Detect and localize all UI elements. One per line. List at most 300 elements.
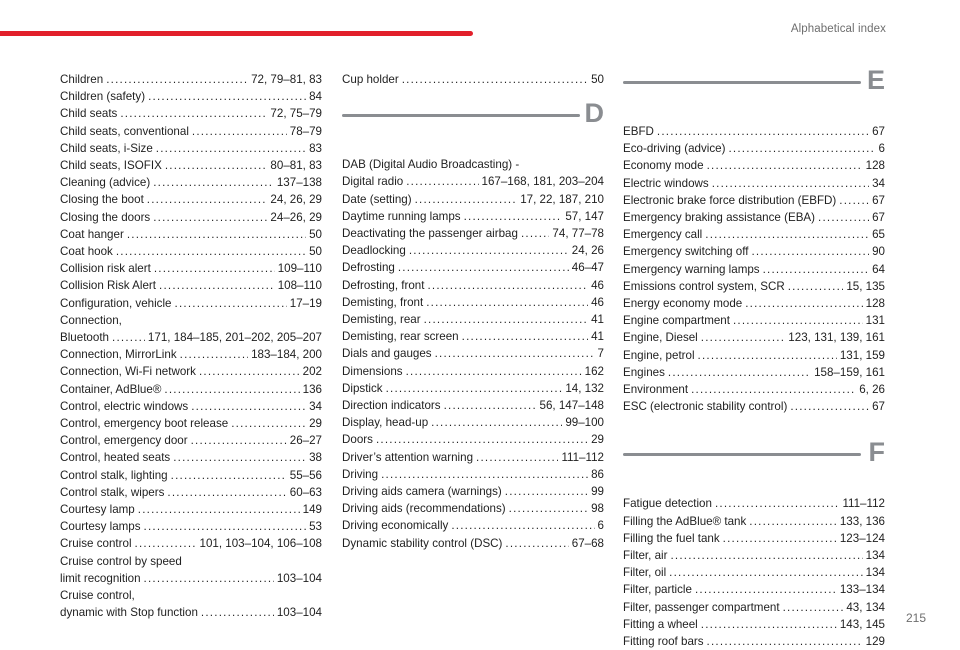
leader-dots bbox=[402, 71, 588, 88]
index-pages: 50 bbox=[309, 227, 322, 241]
index-term: Child seats bbox=[60, 107, 118, 121]
index-entry bbox=[60, 243, 322, 260]
index-term: ESC (electronic stability control) bbox=[623, 400, 788, 414]
index-term: Coat hook bbox=[60, 245, 113, 259]
index-term: Connection, Wi-Fi network bbox=[60, 365, 196, 379]
index-term: Child seats, ISOFIX bbox=[60, 159, 162, 173]
index-pages: 123–124 bbox=[839, 531, 885, 545]
index-pages: 133–134 bbox=[839, 583, 885, 597]
index-pages: 15, 135 bbox=[846, 279, 885, 293]
index-pages: 129 bbox=[865, 635, 885, 649]
index-entry bbox=[60, 123, 322, 140]
index-term: Engine, petrol bbox=[623, 348, 695, 362]
index-pages: 41 bbox=[591, 313, 604, 327]
index-pages: 26–27 bbox=[289, 434, 322, 448]
index-pages: 72, 79–81, 83 bbox=[251, 73, 322, 86]
index-term: Driving bbox=[342, 467, 379, 481]
index-pages: 171, 184–185, 201–202, 205–207 bbox=[147, 331, 322, 345]
index-term: Courtesy lamps bbox=[60, 520, 141, 534]
index-entry bbox=[623, 398, 885, 415]
section-heading-d bbox=[342, 98, 604, 150]
index-entry bbox=[342, 225, 604, 242]
index-entry bbox=[60, 570, 322, 587]
index-term: Emissions control system, SCR bbox=[623, 279, 785, 293]
index-term: Fatigue detection bbox=[623, 497, 712, 511]
leader-dots bbox=[451, 517, 594, 534]
index-pages: 56, 147–148 bbox=[539, 399, 604, 413]
index-entries-d bbox=[342, 156, 604, 552]
index-pages: 143, 145 bbox=[839, 617, 885, 631]
leader-dots bbox=[705, 226, 869, 243]
index-entry bbox=[60, 604, 322, 621]
index-entry bbox=[60, 295, 322, 312]
leader-dots bbox=[818, 209, 869, 226]
index-pages: 7 bbox=[597, 347, 604, 361]
index-pages: 109–110 bbox=[277, 262, 322, 276]
index-term: Date (setting) bbox=[342, 192, 412, 206]
leader-dots bbox=[135, 535, 197, 552]
index-entry bbox=[623, 564, 885, 581]
index-term: Control stalk, lighting bbox=[60, 468, 168, 482]
leader-dots bbox=[427, 277, 588, 294]
index-pages: 134 bbox=[865, 566, 885, 580]
index-term: Deactivating the passenger airbag bbox=[342, 227, 518, 241]
leader-dots bbox=[192, 123, 287, 140]
index-column-3 bbox=[623, 65, 885, 650]
index-term: Display, head-up bbox=[342, 416, 429, 430]
leader-dots bbox=[199, 363, 300, 380]
leader-dots bbox=[509, 500, 588, 517]
index-entry bbox=[60, 432, 322, 449]
index-column-2 bbox=[342, 71, 604, 552]
leader-dots bbox=[424, 311, 588, 328]
index-pages: 103–104 bbox=[276, 606, 322, 620]
leader-dots bbox=[112, 329, 145, 346]
index-pages: 149 bbox=[302, 503, 322, 517]
index-term: Filling the AdBlue® tank bbox=[623, 514, 747, 528]
index-term: Emergency call bbox=[623, 228, 703, 242]
index-term: Engine compartment bbox=[623, 314, 730, 328]
leader-dots bbox=[376, 431, 588, 448]
leader-dots bbox=[191, 432, 287, 449]
leader-dots bbox=[431, 414, 562, 431]
index-term: Driver’s attention warning bbox=[342, 450, 474, 464]
index-pages: 46–47 bbox=[571, 261, 604, 275]
section-rule bbox=[623, 81, 861, 84]
index-term: Container, AdBlue® bbox=[60, 382, 162, 396]
leader-dots bbox=[712, 175, 869, 192]
leader-dots bbox=[521, 225, 549, 242]
index-term: Emergency switching off bbox=[623, 245, 749, 259]
index-entry bbox=[60, 209, 322, 226]
leader-dots bbox=[116, 243, 306, 260]
leader-dots bbox=[763, 261, 869, 278]
index-pages: 6 bbox=[597, 519, 604, 533]
index-entry bbox=[623, 312, 885, 329]
index-entries-e bbox=[623, 123, 885, 415]
index-term: Cleaning (advice) bbox=[60, 176, 151, 190]
leader-dots bbox=[783, 599, 844, 616]
index-term: Cup holder bbox=[342, 73, 399, 86]
leader-dots bbox=[505, 483, 588, 500]
index-pages: 43, 134 bbox=[846, 600, 885, 614]
leader-dots bbox=[180, 346, 248, 363]
index-term: Filter, particle bbox=[623, 583, 692, 597]
leader-dots bbox=[728, 140, 875, 157]
leader-dots bbox=[127, 226, 306, 243]
index-entry-prefix: Cruise control, bbox=[60, 589, 135, 603]
leader-dots bbox=[749, 513, 837, 530]
section-rule bbox=[342, 114, 580, 117]
index-term: Demisting, rear bbox=[342, 313, 421, 327]
leader-dots bbox=[701, 616, 837, 633]
index-term: Driving economically bbox=[342, 519, 449, 533]
index-entry bbox=[623, 581, 885, 598]
index-term: Child seats, conventional bbox=[60, 124, 189, 138]
index-entry bbox=[623, 329, 885, 346]
index-entries-c-continued bbox=[342, 71, 604, 88]
header-accent-bar bbox=[0, 31, 473, 36]
index-term: Energy economy mode bbox=[623, 297, 743, 311]
leader-dots bbox=[698, 347, 837, 364]
leader-dots bbox=[164, 381, 299, 398]
leader-dots bbox=[462, 328, 588, 345]
index-pages: 183–184, 200 bbox=[251, 348, 322, 362]
index-pages: 83 bbox=[309, 141, 322, 155]
index-entry bbox=[60, 449, 322, 466]
index-term: Control, electric windows bbox=[60, 399, 189, 413]
index-term: Daytime running lamps bbox=[342, 209, 461, 223]
index-pages: 67 bbox=[872, 125, 885, 138]
leader-dots bbox=[106, 71, 248, 88]
leader-dots bbox=[657, 123, 869, 140]
index-term: Engines bbox=[623, 365, 665, 379]
index-pages: 108–110 bbox=[277, 279, 322, 293]
leader-dots bbox=[444, 397, 537, 414]
index-pages: 136 bbox=[302, 382, 322, 396]
section-letter: D bbox=[584, 98, 604, 129]
index-term: Driving aids camera (warnings) bbox=[342, 485, 502, 499]
index-entry bbox=[60, 518, 322, 535]
index-pages: 6 bbox=[878, 142, 885, 156]
index-pages: 24–26, 29 bbox=[270, 210, 322, 224]
leader-dots bbox=[745, 295, 862, 312]
leader-dots bbox=[715, 495, 839, 512]
index-pages: 103–104 bbox=[276, 571, 322, 585]
leader-dots bbox=[406, 173, 478, 190]
index-pages: 86 bbox=[591, 467, 604, 481]
index-entry bbox=[623, 243, 885, 260]
index-term: Control, emergency boot release bbox=[60, 417, 229, 431]
leader-dots bbox=[231, 415, 306, 432]
index-entry bbox=[623, 599, 885, 616]
leader-dots bbox=[415, 191, 518, 208]
index-entry-prefix: DAB (Digital Audio Broadcasting) - bbox=[342, 158, 520, 172]
index-entry bbox=[60, 157, 322, 174]
index-term: Deadlocking bbox=[342, 244, 406, 258]
index-entry bbox=[342, 242, 604, 259]
leader-dots bbox=[165, 157, 268, 174]
index-term: Bluetooth bbox=[60, 331, 109, 345]
section-rule bbox=[623, 453, 861, 456]
index-pages: 131 bbox=[865, 314, 885, 328]
leader-dots bbox=[790, 398, 869, 415]
index-entry bbox=[342, 311, 604, 328]
leader-dots bbox=[201, 604, 274, 621]
index-entry bbox=[342, 294, 604, 311]
index-pages: 128 bbox=[865, 159, 885, 173]
section-heading-f bbox=[623, 437, 885, 489]
index-entry bbox=[342, 380, 604, 397]
index-entry bbox=[623, 547, 885, 564]
index-entry bbox=[342, 449, 604, 466]
index-entry bbox=[342, 173, 604, 190]
index-pages: 53 bbox=[309, 520, 322, 534]
index-pages: 202 bbox=[302, 365, 322, 379]
index-entry bbox=[623, 295, 885, 312]
index-entry bbox=[342, 517, 604, 534]
leader-dots bbox=[144, 570, 274, 587]
index-term: Filter, air bbox=[623, 549, 668, 563]
index-term: Dynamic stability control (DSC) bbox=[342, 536, 503, 550]
index-entry bbox=[342, 259, 604, 276]
index-term: Configuration, vehicle bbox=[60, 296, 172, 310]
section-heading-e bbox=[623, 65, 885, 117]
index-pages: 50 bbox=[309, 245, 322, 259]
index-term: Connection, MirrorLink bbox=[60, 348, 177, 362]
leader-dots bbox=[691, 381, 856, 398]
index-entry bbox=[342, 191, 604, 208]
index-entry bbox=[60, 105, 322, 122]
index-term: Filter, oil bbox=[623, 566, 667, 580]
index-pages: 17, 22, 187, 210 bbox=[520, 192, 604, 206]
page-number: 215 bbox=[905, 611, 926, 625]
index-pages: 158–159, 161 bbox=[814, 365, 885, 379]
index-pages: 65 bbox=[872, 228, 885, 242]
leader-dots bbox=[398, 259, 569, 276]
index-term: Collision Risk Alert bbox=[60, 279, 156, 293]
leader-dots bbox=[701, 329, 786, 346]
leader-dots bbox=[695, 581, 837, 598]
leader-dots bbox=[159, 277, 275, 294]
index-entry bbox=[60, 174, 322, 191]
index-entry bbox=[60, 501, 322, 518]
index-entry bbox=[623, 616, 885, 633]
leader-dots bbox=[386, 380, 563, 397]
index-entry bbox=[60, 88, 322, 105]
index-pages: 131, 159 bbox=[839, 348, 885, 362]
index-term: Dimensions bbox=[342, 364, 403, 378]
leader-dots bbox=[173, 449, 306, 466]
index-pages: 46 bbox=[591, 295, 604, 309]
leader-dots bbox=[156, 140, 306, 157]
index-pages: 41 bbox=[591, 330, 604, 344]
leader-dots bbox=[120, 105, 267, 122]
index-pages: 29 bbox=[591, 433, 604, 447]
index-term: Cruise control bbox=[60, 537, 132, 551]
index-entry bbox=[60, 346, 322, 363]
index-entry bbox=[342, 345, 604, 362]
leader-dots bbox=[669, 564, 862, 581]
index-entry bbox=[623, 140, 885, 157]
index-entry bbox=[60, 415, 322, 432]
index-term: Filter, passenger compartment bbox=[623, 600, 780, 614]
index-entry bbox=[342, 500, 604, 517]
index-term: Fitting roof bars bbox=[623, 635, 704, 649]
index-pages: 46 bbox=[591, 278, 604, 292]
leader-dots bbox=[707, 633, 863, 650]
index-term: Control stalk, wipers bbox=[60, 485, 165, 499]
index-entry bbox=[342, 483, 604, 500]
index-term: Collision risk alert bbox=[60, 262, 151, 276]
leader-dots bbox=[147, 191, 268, 208]
index-entry bbox=[623, 157, 885, 174]
index-pages: 38 bbox=[309, 451, 322, 465]
leader-dots bbox=[167, 484, 286, 501]
index-pages: 34 bbox=[872, 176, 885, 190]
index-entry bbox=[342, 363, 604, 380]
index-entry bbox=[342, 328, 604, 345]
leader-dots bbox=[668, 364, 811, 381]
index-term: Eco-driving (advice) bbox=[623, 142, 726, 156]
index-pages: 111–112 bbox=[561, 450, 604, 464]
leader-dots bbox=[670, 547, 862, 564]
index-entry bbox=[623, 381, 885, 398]
index-term: Children bbox=[60, 73, 104, 86]
index-entry bbox=[342, 466, 604, 483]
index-entry bbox=[623, 495, 885, 512]
index-entry bbox=[60, 363, 322, 380]
index-entry bbox=[60, 398, 322, 415]
index-pages: 134 bbox=[865, 549, 885, 563]
index-pages: 29 bbox=[309, 417, 322, 431]
index-entry bbox=[342, 535, 604, 552]
index-pages: 74, 77–78 bbox=[552, 227, 604, 241]
index-pages: 167–168, 181, 203–204 bbox=[481, 175, 604, 189]
index-pages: 90 bbox=[872, 245, 885, 259]
index-entry bbox=[623, 347, 885, 364]
index-term: Electronic brake force distribution (EBFD) bbox=[623, 193, 837, 207]
index-pages: 72, 75–79 bbox=[270, 107, 322, 121]
index-entry bbox=[623, 364, 885, 381]
index-pages: 162 bbox=[584, 364, 604, 378]
page-header-title: Alphabetical index bbox=[790, 23, 886, 35]
leader-dots bbox=[751, 243, 869, 260]
index-pages: 84 bbox=[309, 90, 322, 104]
index-pages: 67 bbox=[872, 400, 885, 414]
index-term: Closing the doors bbox=[60, 210, 151, 224]
index-pages: 67 bbox=[872, 193, 885, 207]
leader-dots bbox=[476, 449, 558, 466]
index-pages: 99–100 bbox=[565, 416, 604, 430]
index-entry bbox=[623, 209, 885, 226]
index-pages: 17–19 bbox=[289, 296, 322, 310]
index-pages: 14, 132 bbox=[565, 381, 604, 395]
index-pages: 6, 26 bbox=[859, 383, 885, 397]
index-term: Economy mode bbox=[623, 159, 704, 173]
index-pages: 24, 26 bbox=[571, 244, 604, 258]
index-entry bbox=[623, 261, 885, 278]
index-pages: 98 bbox=[591, 502, 604, 516]
index-entry-prefix: Connection, bbox=[60, 313, 122, 327]
index-term: Direction indicators bbox=[342, 399, 441, 413]
leader-dots bbox=[148, 88, 306, 105]
index-entry bbox=[60, 260, 322, 277]
index-pages: 99 bbox=[591, 485, 604, 499]
index-entry bbox=[342, 397, 604, 414]
leader-dots bbox=[171, 467, 287, 484]
index-term: Dials and gauges bbox=[342, 347, 432, 361]
index-entry bbox=[342, 277, 604, 294]
leader-dots bbox=[788, 278, 844, 295]
index-entry bbox=[60, 535, 322, 552]
leader-dots bbox=[175, 295, 287, 312]
index-column-1 bbox=[60, 71, 322, 622]
index-entry bbox=[342, 71, 604, 88]
index-term: Emergency warning lamps bbox=[623, 262, 760, 276]
index-entries-f bbox=[623, 495, 885, 650]
index-term: Filling the fuel tank bbox=[623, 531, 720, 545]
index-term: Child seats, i-Size bbox=[60, 141, 153, 155]
index-entry bbox=[623, 192, 885, 209]
leader-dots bbox=[707, 157, 863, 174]
index-entry bbox=[60, 191, 322, 208]
index-term: Courtesy lamp bbox=[60, 503, 135, 517]
index-pages: 50 bbox=[591, 73, 604, 86]
index-pages: 24, 26, 29 bbox=[270, 193, 322, 207]
index-entry bbox=[60, 329, 322, 346]
leader-dots bbox=[154, 260, 275, 277]
index-entry bbox=[623, 175, 885, 192]
index-entry bbox=[342, 414, 604, 431]
leader-dots bbox=[153, 209, 267, 226]
index-term: Demisting, front bbox=[342, 295, 424, 309]
index-term: Engine, Diesel bbox=[623, 331, 698, 345]
index-term: Electric windows bbox=[623, 176, 709, 190]
leader-dots bbox=[839, 192, 869, 209]
index-term: Digital radio bbox=[342, 175, 404, 189]
index-entry bbox=[623, 513, 885, 530]
index-pages: 101, 103–104, 106–108 bbox=[199, 537, 322, 551]
index-term: Defrosting bbox=[342, 261, 395, 275]
index-term: EBFD bbox=[623, 125, 654, 138]
index-term: Fitting a wheel bbox=[623, 617, 698, 631]
index-term: Demisting, rear screen bbox=[342, 330, 459, 344]
index-entry bbox=[623, 226, 885, 243]
index-term: Defrosting, front bbox=[342, 278, 425, 292]
index-pages: 78–79 bbox=[289, 124, 322, 138]
leader-dots bbox=[723, 530, 837, 547]
index-entry bbox=[623, 123, 885, 140]
leader-dots bbox=[464, 208, 563, 225]
index-term: Coat hanger bbox=[60, 227, 124, 241]
index-term: Control, emergency door bbox=[60, 434, 188, 448]
index-term: Emergency braking assistance (EBA) bbox=[623, 211, 816, 225]
leader-dots bbox=[409, 242, 569, 259]
section-letter: E bbox=[866, 65, 885, 95]
leader-dots bbox=[435, 345, 595, 362]
index-entry bbox=[60, 467, 322, 484]
index-pages: 67 bbox=[872, 211, 885, 225]
leader-dots bbox=[406, 363, 582, 380]
index-term: limit recognition bbox=[60, 571, 141, 585]
leader-dots bbox=[381, 466, 588, 483]
index-pages: 55–56 bbox=[289, 468, 322, 482]
index-pages: 34 bbox=[309, 399, 322, 413]
index-entry bbox=[342, 208, 604, 225]
index-entry bbox=[60, 140, 322, 157]
index-entry bbox=[60, 71, 322, 88]
